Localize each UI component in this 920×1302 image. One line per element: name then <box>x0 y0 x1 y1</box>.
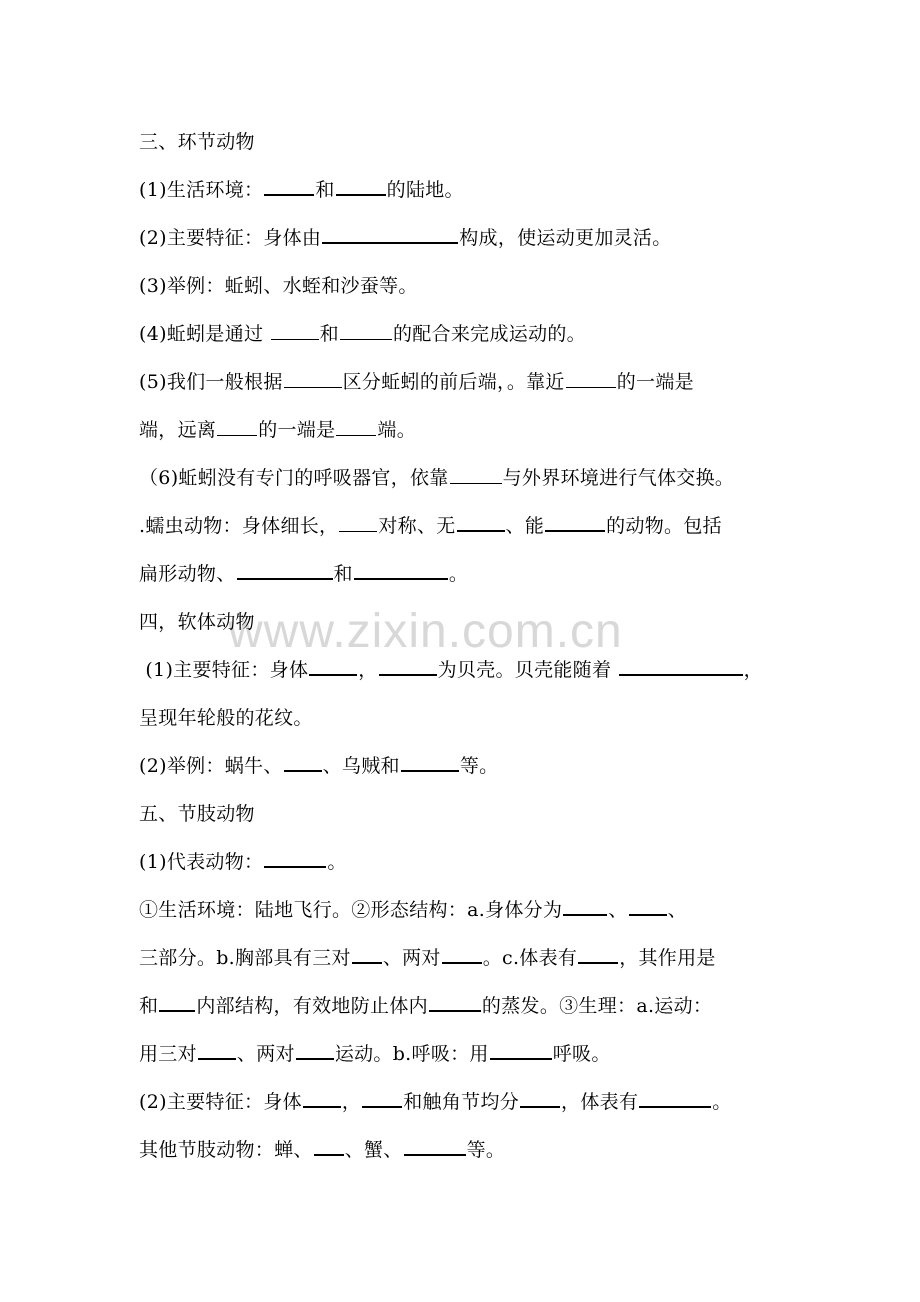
blank[interactable] <box>198 1042 236 1060</box>
text: (3)举例：蚯蚓、水蛭和沙蚕等。 <box>139 275 418 297</box>
text: 、 <box>608 899 628 921</box>
text: 构成，使运动更加灵活。 <box>459 227 672 249</box>
blank[interactable] <box>336 178 386 196</box>
text: 端。 <box>377 419 417 441</box>
blank[interactable] <box>340 323 392 340</box>
text: 对称、无 <box>378 515 456 537</box>
text: (1)生活环境： <box>139 179 264 201</box>
text: (5)我们一般根据 <box>139 371 283 393</box>
blank[interactable] <box>563 898 607 916</box>
text: 的动物。包括 <box>606 515 722 537</box>
blank[interactable] <box>450 467 502 484</box>
blank[interactable] <box>271 323 319 340</box>
blank[interactable] <box>314 1138 344 1156</box>
text: (2)主要特征：身体 <box>139 1091 302 1113</box>
line-mollusk-features-cont <box>139 694 799 742</box>
line-habitat <box>139 166 799 214</box>
text: （6)蚯蚓没有专门的呼吸器官，依靠 <box>139 467 449 489</box>
text: 的一端是 <box>616 371 694 393</box>
text: 等。 <box>466 1139 506 1161</box>
section-heading-arthropods <box>139 790 799 838</box>
text: 和 <box>333 563 353 585</box>
blank[interactable] <box>264 178 314 196</box>
blank[interactable] <box>352 946 382 964</box>
text: (2)举例：蜗牛、 <box>139 755 283 777</box>
text: 。c.体表有 <box>482 947 578 969</box>
watermark: www.zixin.com.cn <box>228 605 623 658</box>
text: 与外界环境进行气体交换。 <box>502 467 735 489</box>
line-earthworm-movement <box>139 310 799 358</box>
text: ， <box>358 659 378 681</box>
line-exoskeleton <box>139 982 799 1030</box>
blank[interactable] <box>284 371 342 388</box>
blank[interactable] <box>566 371 616 388</box>
section-heading-mollusks <box>139 598 799 646</box>
line-front-back-end <box>139 358 799 406</box>
section-heading-annelids <box>139 118 799 166</box>
text: 和 <box>319 323 339 345</box>
text: ，其作用是 <box>619 947 716 969</box>
text: ， <box>341 1091 362 1113</box>
blank[interactable] <box>629 898 667 916</box>
blank[interactable] <box>457 514 505 532</box>
blank[interactable] <box>336 419 376 436</box>
blank[interactable] <box>354 562 448 580</box>
line-worms <box>139 502 799 550</box>
text: 、两对 <box>236 1043 295 1065</box>
text: 其他节肢动物：蝉、 <box>139 1139 313 1161</box>
text: 的一端是 <box>258 419 336 441</box>
text: 和触角节均分 <box>403 1091 520 1113</box>
line-main-features <box>139 214 799 262</box>
text: 、两对 <box>382 947 441 969</box>
text: 的蒸发。③生理：a.运动： <box>481 995 713 1017</box>
blank[interactable] <box>217 419 257 436</box>
text: 。 <box>327 851 347 873</box>
text: 内部结构，有效地防止体内 <box>196 995 428 1017</box>
blank[interactable] <box>639 1090 711 1108</box>
line-front-back-end-cont <box>139 406 799 454</box>
text: (1)代表动物： <box>139 851 264 873</box>
heading-text: 五、节肢动物 <box>139 803 255 825</box>
text: 。 <box>712 1091 732 1113</box>
text: ，体表有 <box>561 1091 639 1113</box>
text: 扁形动物、 <box>139 563 236 585</box>
blank[interactable] <box>159 994 195 1012</box>
line-body-division <box>139 886 799 934</box>
blank[interactable] <box>296 1042 334 1060</box>
blank[interactable] <box>404 1138 466 1156</box>
text: 。 <box>448 563 469 585</box>
text: 呼吸。 <box>552 1043 611 1065</box>
text: (1)主要特征：身体 <box>139 659 309 681</box>
line-respiration <box>139 454 799 502</box>
line-worms-cont <box>139 550 799 598</box>
blank[interactable] <box>520 1090 560 1108</box>
text: 区分蚯蚓的前后端，。靠近 <box>342 371 565 393</box>
blank[interactable] <box>429 994 481 1012</box>
line-mollusk-examples <box>139 742 799 790</box>
text: (4)蚯蚓是通过 <box>139 323 270 345</box>
blank[interactable] <box>379 658 437 676</box>
blank[interactable] <box>401 754 459 772</box>
text: 等。 <box>459 755 499 777</box>
line-thorax <box>139 934 799 982</box>
blank[interactable] <box>545 514 605 532</box>
line-other-arthropods <box>139 1126 799 1174</box>
line-representative <box>139 838 799 886</box>
blank[interactable] <box>284 754 322 772</box>
line-movement-breathing <box>139 1030 799 1078</box>
text: 运动。b.呼吸：用 <box>334 1043 489 1065</box>
text: 、能 <box>505 515 545 537</box>
blank[interactable] <box>322 226 458 244</box>
text: 用三对 <box>139 1043 197 1065</box>
text: 的配合来完成运动的。 <box>392 323 586 345</box>
text: 和 <box>315 179 335 201</box>
text: .蠕虫动物：身体细长， <box>139 515 339 537</box>
text: ， <box>743 659 763 681</box>
text: 和 <box>139 995 159 1017</box>
blank[interactable] <box>339 515 377 532</box>
text: ①生活环境：陆地飞行。②形态结构：a.身体分为 <box>139 899 563 921</box>
text: 三部分。b.胸部具有三对 <box>139 947 351 969</box>
worksheet-body <box>139 118 799 1174</box>
blank[interactable] <box>578 946 618 964</box>
text: (2)主要特征：身体由 <box>139 227 322 249</box>
blank[interactable] <box>442 946 482 964</box>
blank[interactable] <box>619 658 743 676</box>
blank[interactable] <box>490 1042 552 1060</box>
line-examples <box>139 262 799 310</box>
blank[interactable] <box>309 658 357 676</box>
blank[interactable] <box>362 1090 402 1108</box>
text: 、蟹、 <box>344 1139 403 1161</box>
text: 为贝壳。贝壳能随着 <box>437 659 618 681</box>
blank[interactable] <box>303 1090 341 1108</box>
heading-text: 四，软体动物 <box>139 611 255 633</box>
text: 的陆地。 <box>386 179 464 201</box>
line-mollusk-features <box>139 646 799 694</box>
blank[interactable] <box>237 562 333 580</box>
line-arthropod-features <box>139 1078 799 1126</box>
text: 呈现年轮般的花纹。 <box>139 707 313 729</box>
text: 、乌贼和 <box>322 755 400 777</box>
heading-text: 三、环节动物 <box>139 131 255 153</box>
text: 、 <box>667 899 687 921</box>
blank[interactable] <box>264 850 326 868</box>
text: 端，远离 <box>139 419 217 441</box>
